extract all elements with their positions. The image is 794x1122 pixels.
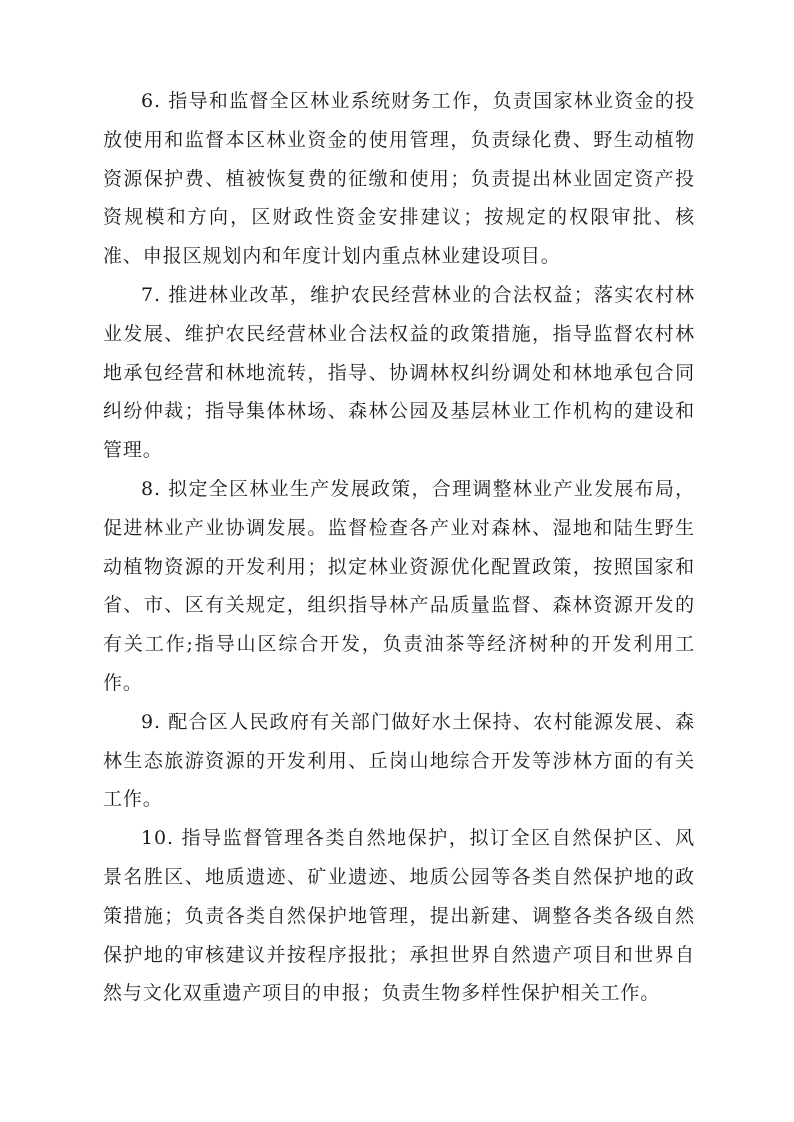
paragraph-item-9: 9. 配合区人民政府有关部门做好水土保持、农村能源发展、森林生态旅游资源的开发利用、丘岗山地综合开发等涉林方面的有关工作。 — [103, 710, 695, 811]
paragraph-item-10: 10. 指导监督管理各类自然地保护，拟订全区自然保护区、风景名胜区、地质遗迹、矿业遗迹、地质公园等各类自然保护地的政策措施；负责各类自然保护地管理，提出新建、调整各类各级自然保护地的审核建议并按程序报批；承担世界自然遗产项目和世界自然与文化双重遗产项目的申报；负责生物多样性保护相关工作。 — [103, 827, 695, 1005]
document-body — [103, 82, 695, 1013]
paragraph-item-6: 6. 指导和监督全区林业系统财务工作，负责国家林业资金的投放使用和监督本区林业资金的使用管理，负责绿化费、野生动植物资源保护费、植被恢复费的征缴和使用；负责提出林业固定资产投资规模和方向，区财政性资金安排建议；按规定的权限审批、核准、申报区规划内和年度计划内重点林业建设项目。 — [103, 90, 695, 268]
paragraph-item-8: 8. 拟定全区林业生产发展政策，合理调整林业产业发展布局，促进林业产业协调发展。监督检查各产业对森林、湿地和陆生野生动植物资源的开发利用；拟定林业资源优化配置政策，按照国家和省、市、区有关规定，组织指导林产品质量监督、森林资源开发的有关工作;指导山区综合开发，负责油茶等经济树种的开发利用工作。 — [103, 477, 695, 694]
paragraph-item-7: 7. 推进林业改革，维护农民经营林业的合法权益；落实农村林业发展、维护农民经营林业合法权益的政策措施，指导监督农村林地承包经营和林地流转，指导、协调林权纠纷调处和林地承包合同纠纷仲裁；指导集体林场、森林公园及基层林业工作机构的建设和管理。 — [103, 283, 695, 462]
